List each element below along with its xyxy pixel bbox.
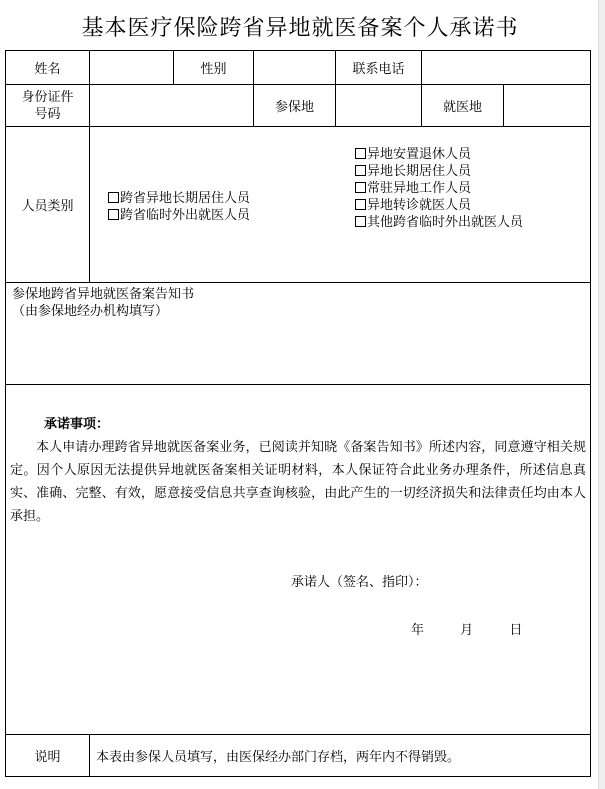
note-text: 本表由参保人员填写，由医保经办部门存档，两年内不得销毁。 — [90, 735, 591, 777]
gender-field[interactable] — [254, 51, 336, 85]
checkbox-icon[interactable] — [108, 192, 119, 203]
phone-label: 联系电话 — [336, 51, 422, 85]
month-label: 月 — [460, 623, 474, 638]
checkbox-icon[interactable] — [108, 209, 119, 220]
name-field[interactable] — [90, 51, 174, 85]
row-promise — [6, 385, 591, 735]
promise-body: 本人申请办理跨省异地就医备案业务，已阅读并知晓《备案告知书》所述内容，同意遵守相关规定。因个人原因无法提供异地就医备案相关证明材料，本人保证符合此业务办理条件，所述信息真实、准确、完整、有效，愿意接受信息共享查询核验，由此产生的一切经济损失和法律责任均由本人承担。 — [10, 440, 586, 524]
option-temporary-outing[interactable]: 跨省临时外出就医人员 — [108, 207, 250, 224]
checkbox-icon[interactable] — [355, 199, 366, 210]
checkbox-icon[interactable] — [355, 182, 366, 193]
category-left-group — [108, 190, 250, 224]
page-title: 基本医疗保险跨省异地就医备案个人承诺书 — [81, 16, 519, 41]
insured-place-field[interactable] — [336, 85, 422, 127]
signer-label: 承诺人（签名、指印）： — [291, 575, 428, 590]
note-label: 说明 — [6, 735, 90, 777]
promise-heading: 承诺事项： — [44, 417, 110, 432]
notice-cell[interactable] — [6, 283, 591, 385]
notice-subtitle: （由参保地经办机构填写） — [12, 304, 169, 319]
date-line — [411, 619, 522, 642]
gender-label: 性别 — [174, 51, 254, 85]
option-other-temporary[interactable]: 其他跨省临时外出就医人员 — [355, 214, 523, 231]
scrollbar-edge[interactable] — [598, 0, 605, 789]
checkbox-icon[interactable] — [355, 165, 366, 176]
treatment-place-label: 就医地 — [422, 85, 504, 127]
notice-title: 参保地跨省异地就医备案告知书 — [12, 287, 195, 302]
checkbox-icon[interactable] — [355, 148, 366, 159]
row-notice — [6, 283, 591, 385]
id-number-field[interactable] — [90, 85, 254, 127]
option-retired-relocated[interactable]: 异地安置退休人员 — [355, 146, 523, 163]
checkbox-icon[interactable] — [355, 216, 366, 227]
year-label: 年 — [411, 623, 425, 638]
commitment-form — [5, 50, 591, 777]
row-basic-info — [6, 51, 591, 85]
phone-field[interactable] — [422, 51, 591, 85]
category-options — [90, 127, 591, 283]
id-label-line2: 号码 — [34, 106, 61, 122]
insured-place-label: 参保地 — [254, 85, 336, 127]
option-long-term-residence[interactable]: 跨省异地长期居住人员 — [108, 190, 250, 207]
name-label: 姓名 — [6, 51, 90, 85]
treatment-place-field[interactable] — [504, 85, 591, 127]
option-referral[interactable]: 异地转诊就医人员 — [355, 197, 523, 214]
id-number-label — [6, 85, 90, 127]
category-label: 人员类别 — [6, 127, 90, 283]
row-note — [6, 735, 591, 777]
category-right-group — [355, 146, 523, 231]
option-resident-worker[interactable]: 常驻异地工作人员 — [355, 180, 523, 197]
promise-cell — [6, 385, 591, 735]
row-category — [6, 127, 591, 283]
id-label-line1: 身份证件 — [21, 89, 74, 105]
option-long-term-resident[interactable]: 异地长期居住人员 — [355, 163, 523, 180]
day-label: 日 — [509, 623, 523, 638]
row-id-info — [6, 85, 591, 127]
